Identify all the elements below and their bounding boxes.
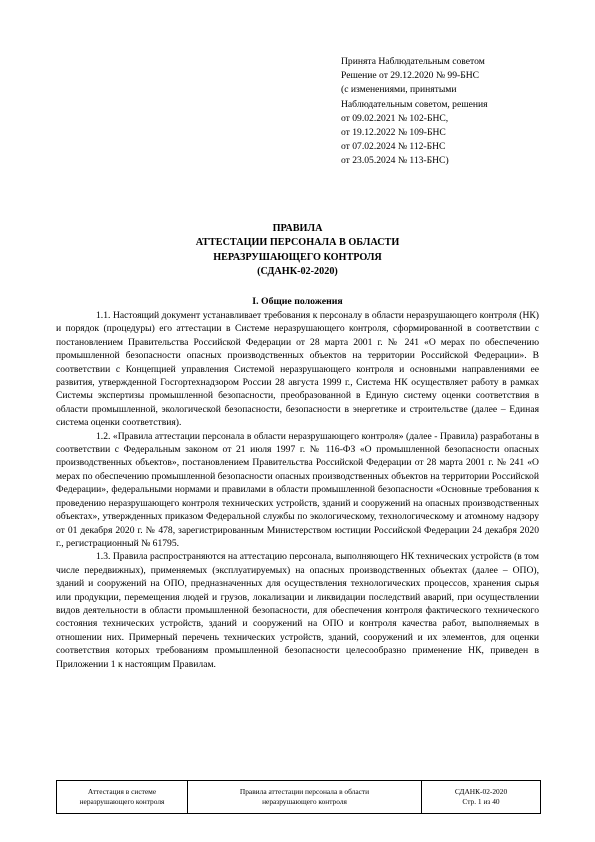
- document-title: [56, 222, 539, 279]
- approval-line: от 19.12.2022 № 109-БНС: [341, 127, 446, 139]
- approval-line: от 23.05.2024 № 113-БНС): [341, 155, 449, 167]
- title-line: НЕРАЗРУШАЮЩЕГО КОНТРОЛЯ: [213, 251, 382, 263]
- footer-system-cell: [57, 781, 188, 813]
- footer-doc-code: СДАНК-02-2020: [454, 787, 508, 796]
- title-line: ПРАВИЛА: [272, 223, 323, 234]
- approval-line: Принята Наблюдательным советом: [341, 56, 485, 67]
- approval-line: от 07.02.2024 № 112-БНС: [341, 141, 446, 153]
- paragraph-1-2: 1.2. «Правила аттестации персонала в области неразрушающего контроля» (далее - Правила) разработаны в соответствии с Федеральным законом от 21 июля 1997 г. № 116-ФЗ «О промышленной безопасности опасных производственных объектов», постановлением Правительства Российской Федерации от 28 марта 2001 г. № 241 «О мерах по обеспечению промышленной безопасности опасных производственных объектов на территории Российской Федерации», федеральными нормами и правилами в области промышленной безопасности «Основные требования к проведению неразрушающего контроля технических устройств, зданий и сооружений на опасных производственных объектах», утвержденных приказом Федеральной службы по экологическому, технологическому и атомному надзору от 01 декабря 2020 г. № 478, зарегистрированным Министерством юстиции Российской Федерации 24 декабря 2020 г., регистрационный № 61795.: [56, 430, 539, 549]
- document-body: [56, 309, 539, 671]
- footer-code-cell: [422, 781, 540, 813]
- paragraph-1-1: 1.1. Настоящий документ устанавливает требования к персоналу в области неразрушающего контроля (НК) и порядок (процедуры) его аттестации в Системе неразрушающего контроля, сформированной в соответствии с постановлением Правительства Российской Федерации от 28 марта 2001 г. № 241 «О мерах по обеспечению промышленной безопасности опасных производственных объектов на территории Российской Федерации». В соответствии с Концепцией управления Системой неразрушающего контроля и основными направлениями ее развития, утвержденной Госгортехнадзором России 28 августа 1999 г., Система НК осуществляет работу в рамках Системы экспертизы промышленной безопасности, преобразованной в Единую систему оценки соответствия в области промышленной, экологической безопасности, безопасности в энергетике и строительстве (далее – Единая система оценки соответствия).: [56, 310, 539, 429]
- footer-text: неразрушающего контроля: [79, 797, 165, 806]
- page-footer: [56, 780, 541, 814]
- approval-line: (с изменениями, принятыми: [341, 84, 457, 96]
- approval-line: Решение от 29.12.2020 № 99-БНС: [341, 70, 480, 82]
- title-line: (СДАНК-02-2020): [257, 265, 338, 277]
- approval-note: [341, 55, 561, 169]
- footer-text: неразрушающего контроля: [262, 797, 347, 806]
- title-line: АТТЕСТАЦИИ ПЕРСОНАЛА В ОБЛАСТИ: [195, 237, 400, 249]
- footer-page-number: Стр. 1 из 40: [462, 797, 500, 806]
- section-heading: I. Общие положения: [252, 296, 343, 307]
- approval-line: Наблюдательным советом, решения: [341, 98, 488, 110]
- footer-title-cell: [188, 781, 422, 813]
- footer-text: Правила аттестации персонала в области: [239, 787, 370, 796]
- footer-text: Аттестация в системе: [87, 787, 157, 796]
- paragraph-1-3: 1.3. Правила распространяются на аттестацию персонала, выполняющего НК технических устройств (в том числе передвижных), применяемых (эксплуатируемых) на опасных производственных объектах (далее – ОПО), зданий и сооружений на ОПО, предназначенных для осуществления технологических процессов, хранения сырья или продукции, перемещения людей и грузов, локализации и ликвидации последствий аварий, при осуществлении видов деятельности в области промышленной безопасности, для обеспечения контроля фактического технического состояния технических устройств, зданий и сооружений на ОПО и контроля качества работ, выполняемых в отношении них. Примерный перечень технических устройств, зданий, сооружений и их элементов, для оценки соответствия которых требованиям промышленной безопасности целесообразно применение НК, приведен в Приложении 1 к настоящим Правилам.: [56, 551, 539, 670]
- approval-line: от 09.02.2021 № 102-БНС,: [341, 112, 449, 124]
